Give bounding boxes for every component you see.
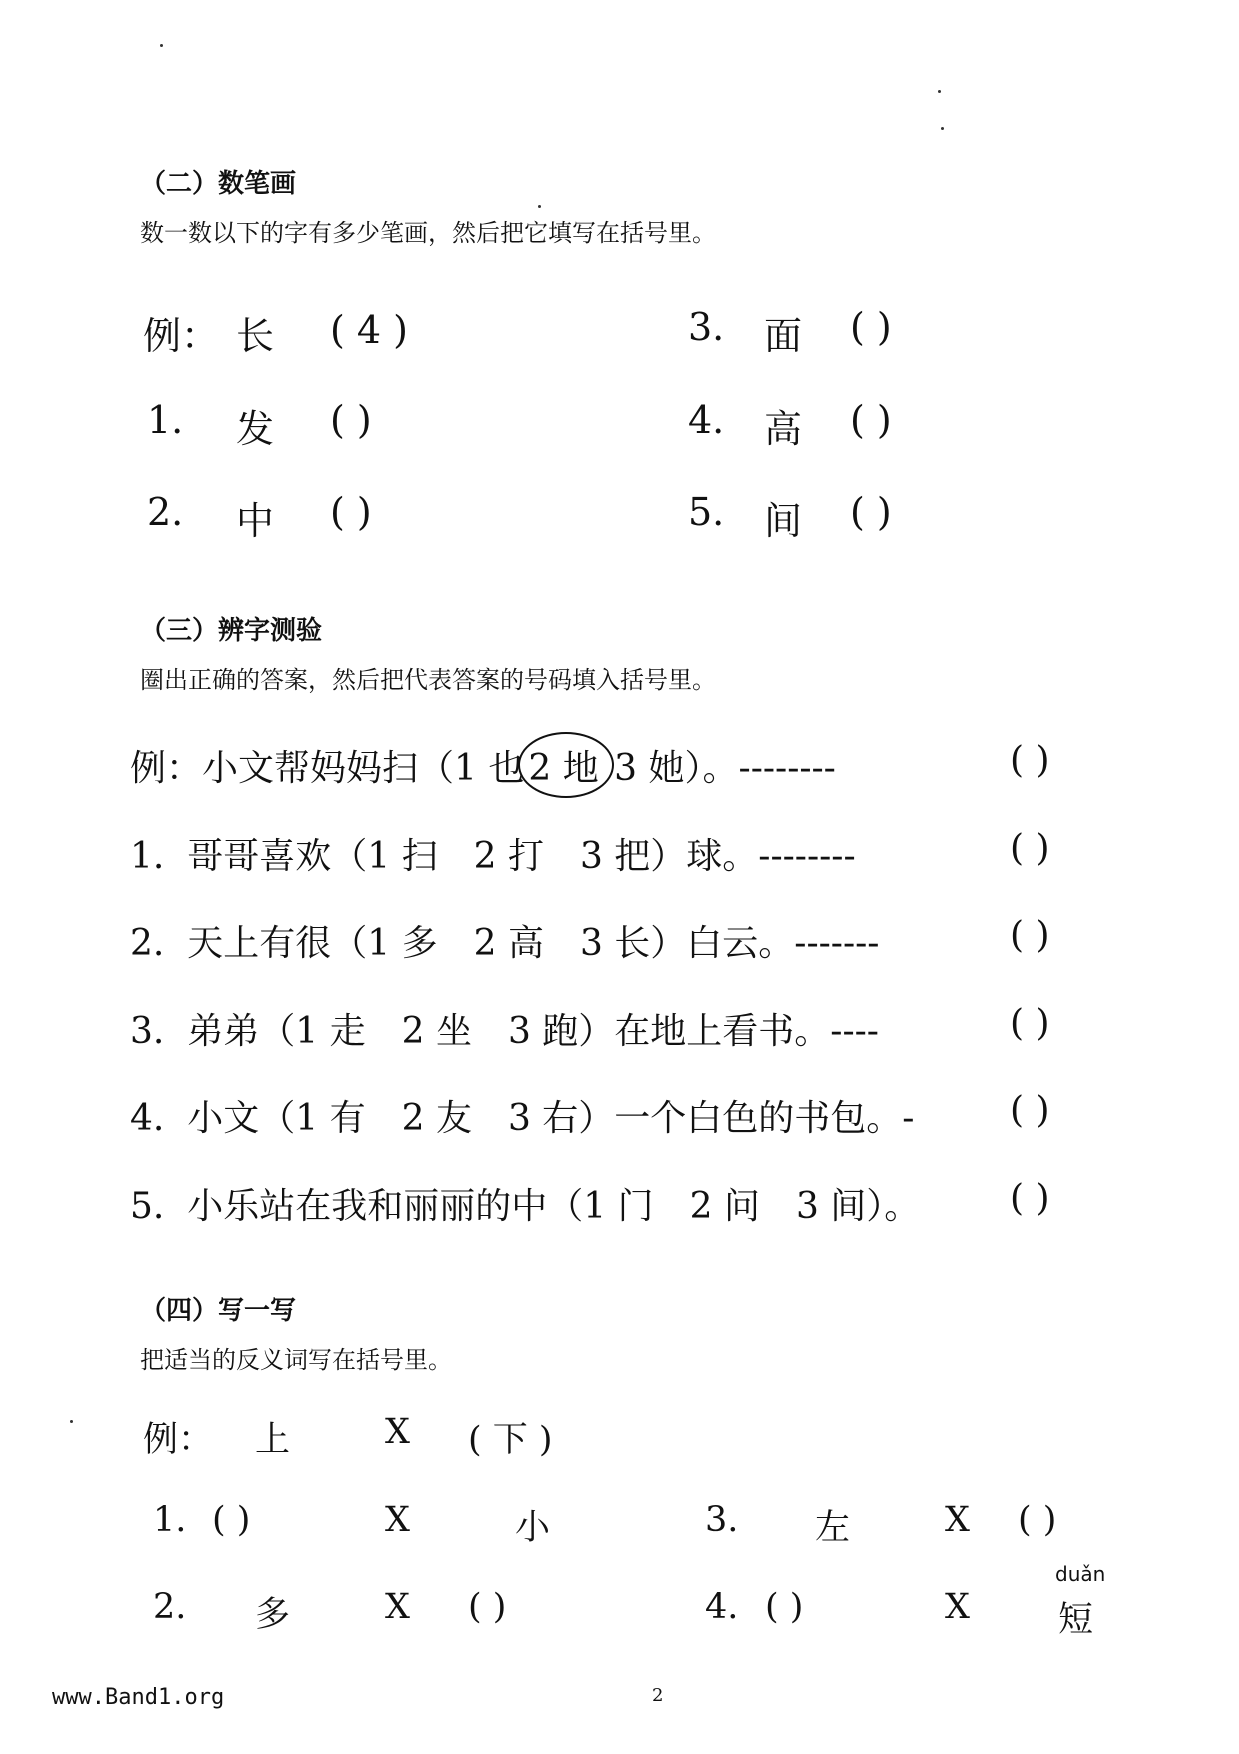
dash-leader: ------- [794,923,880,964]
word-choice-item [130,828,856,879]
word-choice-item [130,915,879,966]
item-number: 1. [153,1500,187,1540]
dash-leader: -------- [738,748,836,789]
dash-leader: - [902,1098,915,1139]
page-number: 2 [652,1685,664,1706]
answer-blank[interactable]: ( ) [1010,828,1050,869]
item-char: 面 [764,314,803,358]
item-sentence: 小文（1 有 2 友 3 右）一个白色的书包。 [187,1098,903,1139]
x-mark: X [385,1500,410,1540]
example-sentence-start: 小文帮妈妈扫（1 也 [202,748,525,789]
word-choice-item [130,1003,879,1054]
item-sentence: 天上有很（1 多 2 高 3 长）白云。 [187,923,795,964]
dash-leader: -------- [758,836,856,877]
item-sentence: 弟弟（1 走 2 坐 3 跑）在地上看书。 [187,1011,831,1052]
answer-blank[interactable]: ( ) [1010,1090,1050,1131]
item-number: 1. [130,836,165,877]
answer-blank[interactable]: ( ) [765,1587,804,1627]
section-2-instruction: 数一数以下的字有多少笔画，然后把它填写在括号里。 [140,219,716,247]
pinyin-annotation: duǎn [1055,1562,1106,1586]
answer-blank[interactable]: ( ) [330,398,372,442]
item-number: 3. [130,1011,165,1052]
item-number: 5. [688,490,725,534]
item-number: 4. [705,1587,739,1627]
item-word: 左 [815,1508,851,1548]
example-label: 例： [143,314,220,358]
answer-blank[interactable]: ( ) [330,490,372,534]
example-answer: ( 下 ) [468,1420,553,1460]
item-sentence: 哥哥喜欢（1 扫 2 打 3 把）球。 [187,836,759,877]
item-word: 短 [1058,1600,1094,1640]
section-3-instruction: 圈出正确的答案，然后把代表答案的号码填入括号里。 [140,666,716,694]
item-number: 5. [130,1186,165,1227]
example-sentence-end: 3 她）。 [602,748,739,789]
item-number: 2. [147,490,184,534]
example-label: 例： [143,1420,214,1460]
item-number: 2. [130,923,165,964]
dash-leader: ---- [830,1011,879,1052]
circled-answer-text: 2 地 [528,748,599,789]
item-char: 中 [236,499,275,543]
item-word: 小 [515,1508,551,1548]
x-mark: X [385,1412,410,1452]
item-char: 间 [764,499,803,543]
answer-blank[interactable]: ( ) [1010,740,1050,781]
item-number: 4. [688,398,725,442]
word-choice-item [130,1178,920,1229]
section-4-title: （四）写一写 [140,1296,297,1326]
word-choice-item [130,1090,914,1141]
section-3-title: （三）辨字测验 [140,616,323,646]
item-word: 多 [255,1595,291,1635]
item-sentence: 小乐站在我和丽丽的中（1 门 2 问 3 间）。 [187,1186,921,1227]
example-word: 上 [255,1420,291,1460]
section-2-title: （二）数笔画 [140,169,297,199]
example-char: 长 [236,314,275,358]
x-mark: X [385,1587,410,1627]
section-4-instruction: 把适当的反义词写在括号里。 [140,1346,452,1374]
answer-blank[interactable]: ( ) [1018,1500,1057,1540]
answer-blank[interactable]: ( ) [1010,1003,1050,1044]
item-char: 发 [236,407,275,451]
example-label: 例： [130,748,203,789]
answer-blank[interactable]: ( ) [850,305,892,349]
answer-blank[interactable]: ( ) [850,490,892,534]
item-number: 3. [688,305,725,349]
x-mark: X [945,1587,970,1627]
item-number: 3. [705,1500,739,1540]
answer-blank[interactable]: ( ) [1010,1178,1050,1219]
x-mark: X [945,1500,970,1540]
item-number: 4. [130,1098,165,1139]
item-number: 2. [153,1587,187,1627]
answer-circle [518,732,614,798]
answer-blank[interactable]: ( ) [212,1500,251,1540]
answer-blank[interactable]: ( ) [1010,915,1050,956]
word-choice-example [130,740,836,791]
answer-blank[interactable]: ( ) [850,398,892,442]
item-char: 高 [764,407,803,451]
footer-site: www.Band1.org [52,1685,225,1710]
example-answer: ( 4 ) [330,308,408,352]
answer-blank[interactable]: ( ) [468,1587,507,1627]
item-number: 1. [147,398,184,442]
circled-answer [524,740,602,791]
